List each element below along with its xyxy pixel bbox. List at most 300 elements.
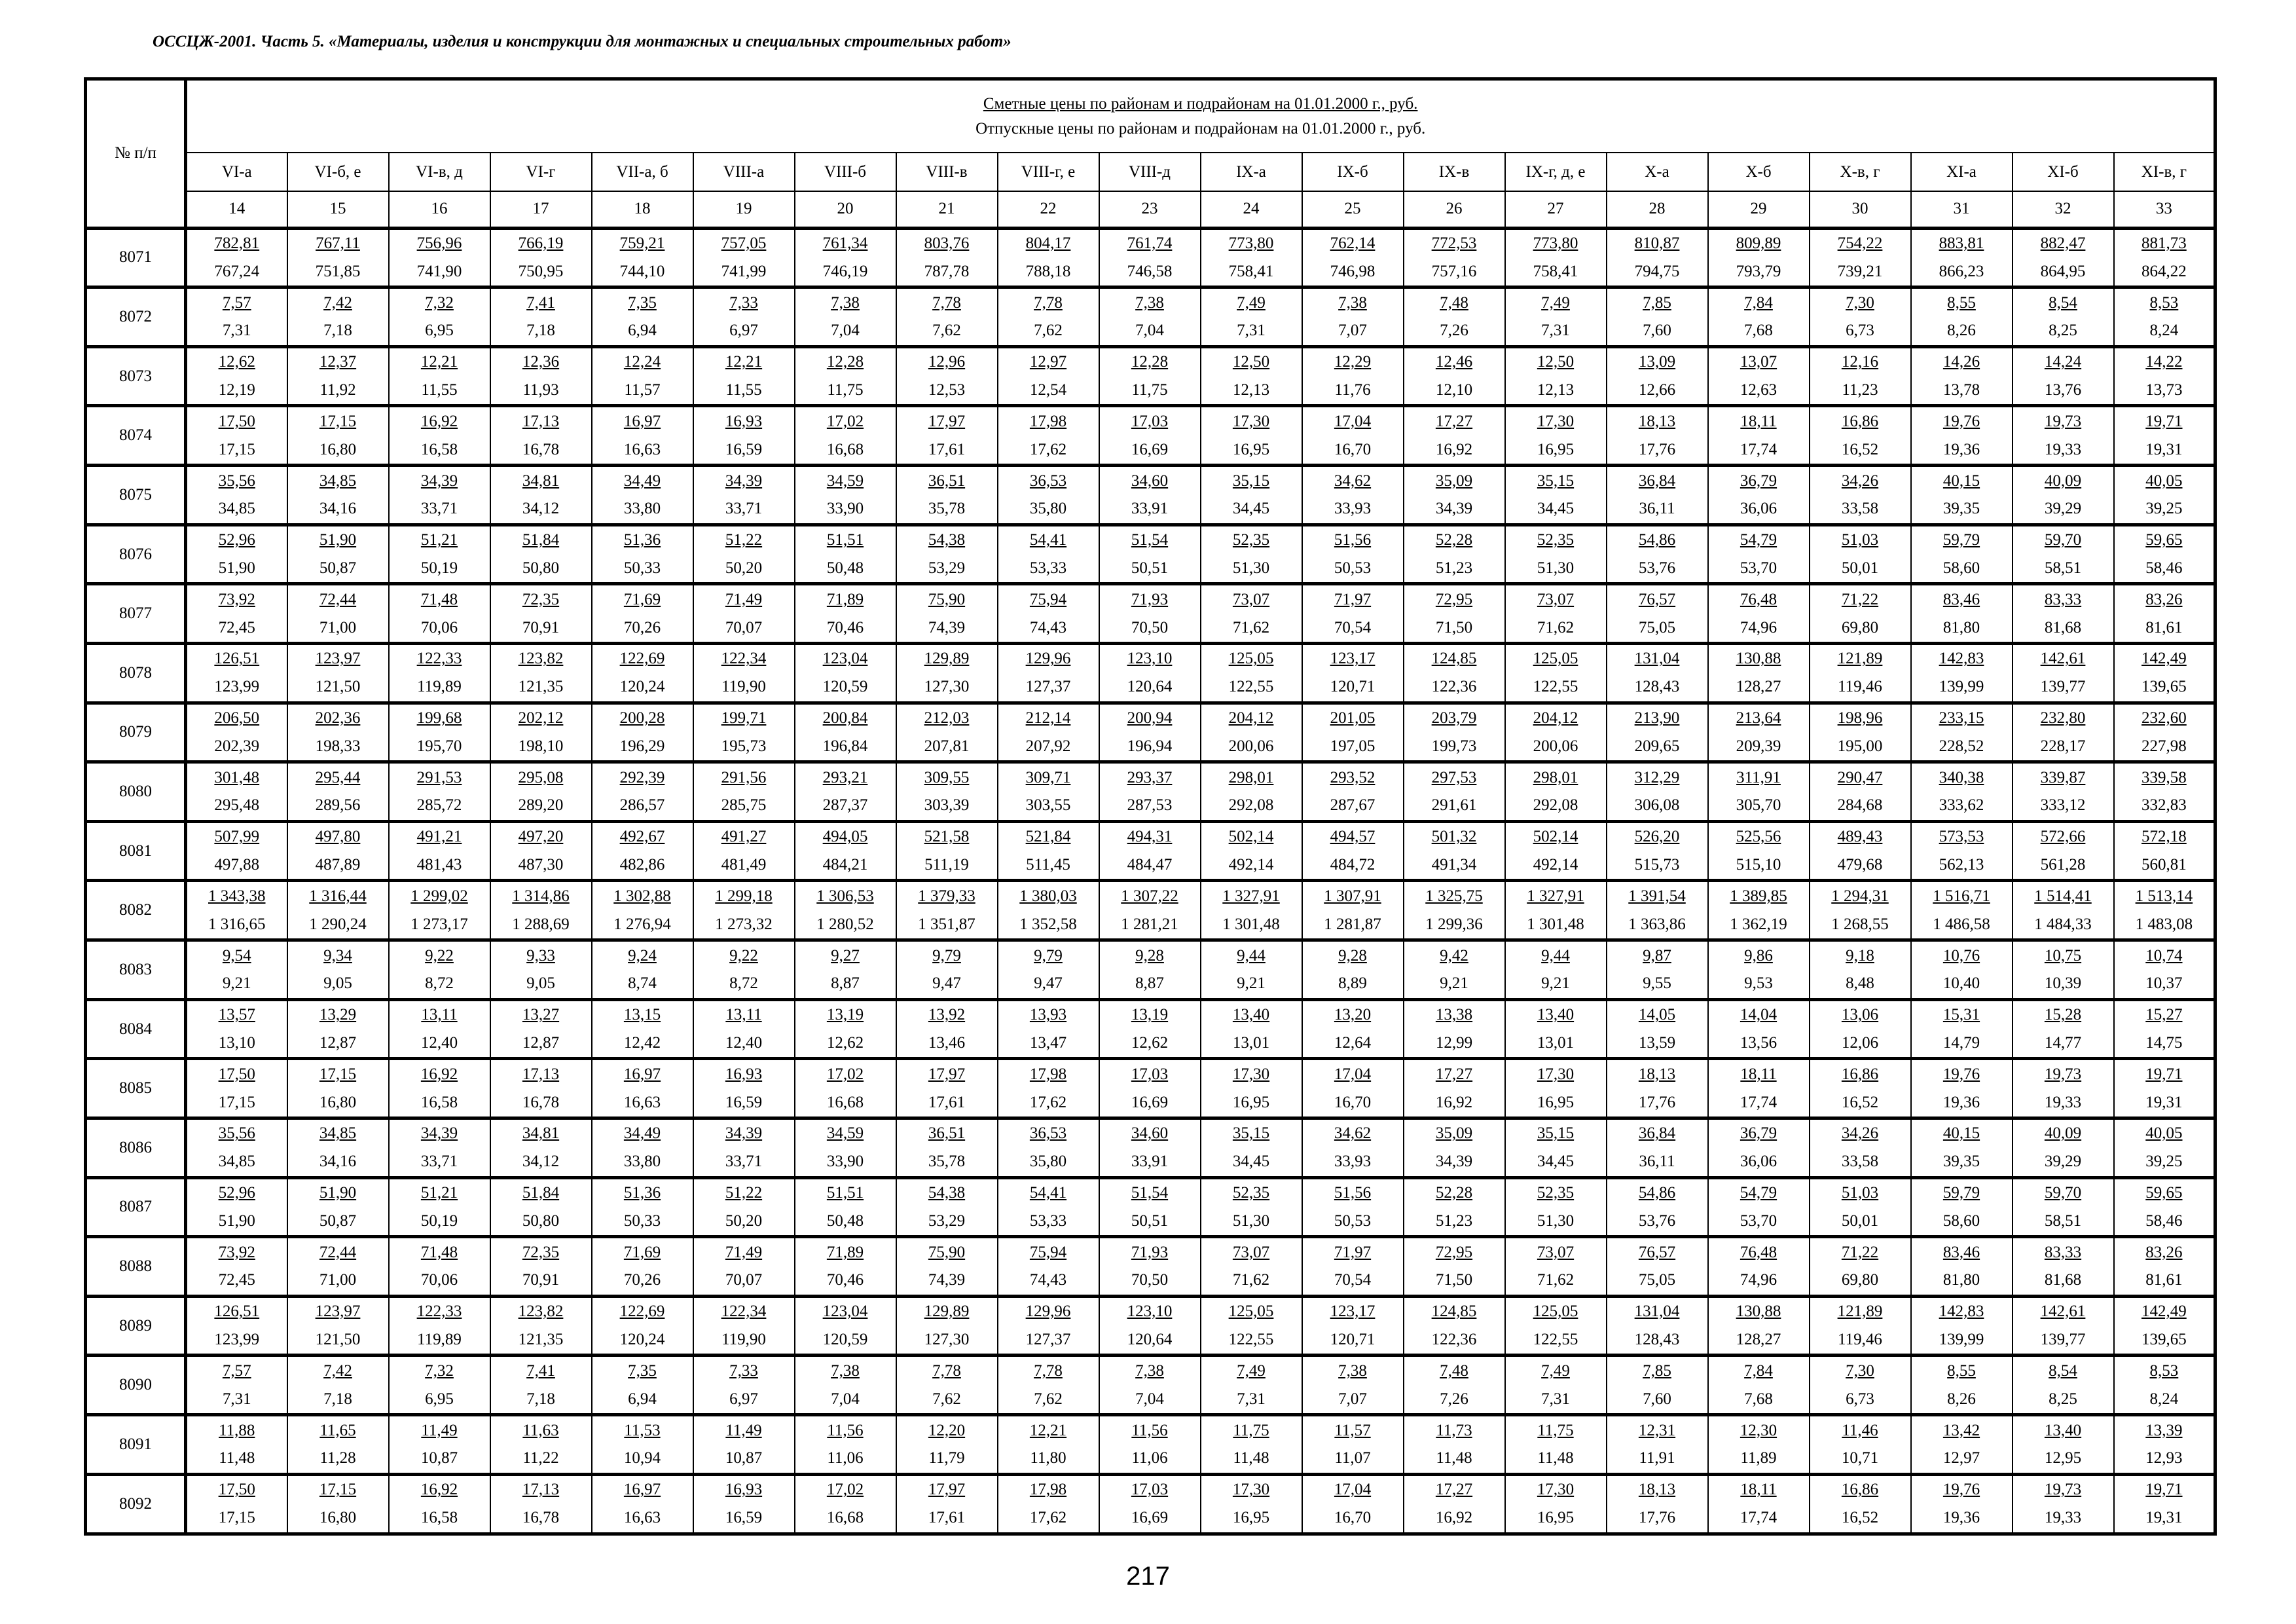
- estimated-price-cell: [1404, 1474, 1505, 1504]
- estimated-price-cell: [1911, 762, 2013, 792]
- release-price: 1 268,55: [1810, 910, 1911, 940]
- estimated-price: 13,40: [1232, 1006, 1270, 1024]
- release-price: 33,93: [1302, 1148, 1404, 1177]
- estimated-price-cell: [2114, 999, 2215, 1029]
- estimated-price-cell: [592, 406, 693, 435]
- estimated-price: 521,58: [924, 828, 970, 846]
- release-price: 69,80: [1810, 1266, 1911, 1296]
- estimated-price: 7,33: [729, 1361, 758, 1380]
- release-price: 741,99: [693, 257, 795, 287]
- release-price: 81,80: [1911, 1266, 2013, 1296]
- table-row-release: [86, 1029, 2215, 1059]
- release-price: 39,35: [1911, 1148, 2013, 1177]
- release-price: 767,24: [186, 257, 287, 287]
- table-row-release: [86, 732, 2215, 762]
- estimated-price: 12,31: [1638, 1421, 1676, 1439]
- release-price: 1 273,32: [693, 910, 795, 940]
- release-price: 11,76: [1302, 377, 1404, 406]
- table-row-release: [86, 257, 2215, 287]
- estimated-price: 18,11: [1740, 1065, 1777, 1083]
- estimated-price: 7,84: [1744, 1361, 1773, 1380]
- estimated-price-cell: [2114, 881, 2215, 910]
- estimated-price: 17,03: [1131, 1481, 1169, 1499]
- estimated-price-cell: [186, 406, 287, 435]
- estimated-price: 9,33: [526, 946, 555, 965]
- estimated-price-cell: [2114, 762, 2215, 792]
- estimated-price: 573,53: [1939, 828, 1984, 846]
- estimated-price-cell: [693, 584, 795, 614]
- estimated-price-cell: [186, 1356, 287, 1385]
- estimated-price-cell: [1099, 762, 1201, 792]
- caption-row: [86, 79, 2215, 153]
- estimated-price: 1 380,03: [1019, 887, 1077, 905]
- estimated-price-cell: [998, 287, 1099, 317]
- release-price: 8,72: [389, 970, 490, 999]
- estimated-price: 7,57: [222, 1361, 251, 1380]
- estimated-price-cell: [287, 762, 389, 792]
- release-price: 11,23: [1810, 377, 1911, 406]
- estimated-price-cell: [1911, 406, 2013, 435]
- release-price: 12,40: [693, 1029, 795, 1059]
- estimated-price-cell: [693, 466, 795, 495]
- estimated-price-cell: [1810, 466, 1911, 495]
- estimated-price-cell: [896, 643, 998, 673]
- estimated-price: 17,27: [1435, 412, 1473, 430]
- estimated-price: 34,81: [522, 1124, 560, 1143]
- estimated-price-cell: [1201, 1177, 1302, 1207]
- table-row: [86, 881, 2215, 910]
- estimated-price-cell: [795, 1237, 896, 1266]
- estimated-price: 36,84: [1638, 471, 1676, 490]
- estimated-price: 494,05: [822, 828, 868, 846]
- estimated-price-cell: [2114, 1177, 2215, 1207]
- row-number: 8072: [86, 287, 186, 347]
- estimated-price-cell: [1810, 881, 1911, 910]
- estimated-price-cell: [693, 1237, 795, 1266]
- estimated-price: 12,21: [725, 353, 763, 371]
- release-price: 13,76: [2013, 377, 2114, 406]
- release-price: 12,87: [287, 1029, 389, 1059]
- estimated-price-cell: [287, 881, 389, 910]
- estimated-price-cell: [1404, 1356, 1505, 1385]
- release-price: 491,34: [1404, 851, 1505, 881]
- release-price: 7,18: [490, 1385, 592, 1414]
- estimated-price: 35,15: [1232, 1124, 1270, 1143]
- estimated-price-cell: [389, 1415, 490, 1445]
- estimated-price-cell: [998, 703, 1099, 732]
- estimated-price: 19,73: [2044, 1481, 2082, 1499]
- estimated-price: 36,51: [928, 1124, 966, 1143]
- release-price: 69,80: [1810, 614, 1911, 643]
- release-price: 12,64: [1302, 1029, 1404, 1059]
- release-price: 333,12: [2013, 792, 2114, 821]
- estimated-price-cell: [896, 1415, 998, 1445]
- estimated-price: 123,04: [822, 1302, 868, 1321]
- estimated-price-cell: [2114, 287, 2215, 317]
- estimated-price: 123,04: [822, 650, 868, 668]
- release-price: 120,64: [1099, 673, 1201, 703]
- release-price: 139,65: [2114, 1326, 2215, 1356]
- estimated-price: 17,97: [928, 412, 966, 430]
- region-header: VI-б, е: [287, 153, 389, 191]
- estimated-price-cell: [1505, 287, 1607, 317]
- release-price: 864,95: [2013, 257, 2114, 287]
- release-price: 33,71: [389, 1148, 490, 1177]
- estimated-price: 11,75: [1233, 1421, 1269, 1439]
- estimated-price: 17,97: [928, 1065, 966, 1083]
- estimated-price-cell: [592, 881, 693, 910]
- estimated-price: 525,56: [1736, 828, 1781, 846]
- release-price: 70,06: [389, 614, 490, 643]
- release-price: 34,39: [1404, 1148, 1505, 1177]
- region-header: VIII-в: [896, 153, 998, 191]
- estimated-price-cell: [186, 643, 287, 673]
- release-price: 33,71: [693, 495, 795, 525]
- estimated-price: 17,03: [1131, 1065, 1169, 1083]
- release-price: 751,85: [287, 257, 389, 287]
- release-price: 13,78: [1911, 377, 2013, 406]
- estimated-price: 71,89: [826, 590, 864, 608]
- estimated-price-cell: [1607, 1415, 1708, 1445]
- release-price: 285,72: [389, 792, 490, 821]
- estimated-price: 7,33: [729, 293, 758, 312]
- estimated-price: 122,34: [721, 650, 767, 668]
- estimated-price-cell: [186, 287, 287, 317]
- row-number: 8075: [86, 466, 186, 525]
- estimated-price: 7,78: [1034, 293, 1063, 312]
- release-price: 11,80: [998, 1445, 1099, 1474]
- table-row-release: [86, 1445, 2215, 1474]
- estimated-price: 7,32: [425, 1361, 454, 1380]
- estimated-price-cell: [1201, 525, 1302, 554]
- estimated-price-cell: [186, 762, 287, 792]
- estimated-price-cell: [998, 643, 1099, 673]
- table-row-release: [86, 851, 2215, 881]
- release-price: 195,00: [1810, 732, 1911, 762]
- release-price: 122,36: [1404, 1326, 1505, 1356]
- estimated-price-cell: [2013, 821, 2114, 851]
- estimated-price-cell: [1607, 287, 1708, 317]
- estimated-price: 142,49: [2141, 650, 2187, 668]
- estimated-price: 51,90: [319, 531, 357, 549]
- release-price: 139,77: [2013, 1326, 2114, 1356]
- release-price: 34,45: [1201, 495, 1302, 525]
- estimated-price-cell: [998, 525, 1099, 554]
- estimated-price-cell: [2013, 1474, 2114, 1504]
- estimated-price-cell: [2013, 466, 2114, 495]
- estimated-price: 11,88: [219, 1421, 255, 1439]
- release-price: 120,71: [1302, 1326, 1404, 1356]
- estimated-price: 1 391,54: [1628, 887, 1686, 905]
- release-price: 139,99: [1911, 1326, 2013, 1356]
- estimated-price-cell: [1404, 525, 1505, 554]
- estimated-price-cell: [1404, 1415, 1505, 1445]
- estimated-price-cell: [1708, 1118, 1810, 1147]
- estimated-price-cell: [592, 999, 693, 1029]
- region-header: VI-а: [186, 153, 287, 191]
- estimated-price-cell: [1404, 406, 1505, 435]
- release-price: 75,05: [1607, 1266, 1708, 1296]
- estimated-price-cell: [1302, 406, 1404, 435]
- estimated-price: 809,89: [1736, 234, 1781, 252]
- release-price: 34,12: [490, 1148, 592, 1177]
- release-price: 35,80: [998, 495, 1099, 525]
- estimated-price: 757,05: [721, 234, 767, 252]
- release-price: 19,36: [1911, 435, 2013, 465]
- estimated-price-cell: [1505, 1237, 1607, 1266]
- estimated-price-cell: [1099, 1118, 1201, 1147]
- release-price: 9,47: [896, 970, 998, 999]
- release-price: 81,61: [2114, 1266, 2215, 1296]
- estimated-price: 17,27: [1435, 1065, 1473, 1083]
- release-price: 285,75: [693, 792, 795, 821]
- estimated-price-cell: [1911, 1118, 2013, 1147]
- estimated-price-cell: [1404, 643, 1505, 673]
- release-price: 19,33: [2013, 1088, 2114, 1118]
- estimated-price: 51,36: [623, 1184, 661, 1202]
- release-price: 33,91: [1099, 1148, 1201, 1177]
- estimated-price-cell: [287, 287, 389, 317]
- estimated-price-cell: [998, 1474, 1099, 1504]
- estimated-price-cell: [896, 1296, 998, 1325]
- release-price: 119,90: [693, 673, 795, 703]
- estimated-price-cell: [795, 762, 896, 792]
- release-price: 9,05: [287, 970, 389, 999]
- release-price: 16,69: [1099, 1088, 1201, 1118]
- release-price: 120,24: [592, 1326, 693, 1356]
- table-row-release: [86, 435, 2215, 465]
- table-row: [86, 1177, 2215, 1207]
- row-number: 8082: [86, 881, 186, 940]
- release-price: 50,20: [693, 1207, 795, 1236]
- estimated-price-cell: [1302, 1059, 1404, 1088]
- estimated-price: 10,76: [1942, 946, 1980, 965]
- release-price: 74,96: [1708, 1266, 1810, 1296]
- release-price: 202,39: [186, 732, 287, 762]
- estimated-price-cell: [1201, 287, 1302, 317]
- estimated-price: 17,30: [1537, 1065, 1575, 1083]
- estimated-price-cell: [896, 1059, 998, 1088]
- release-price: 9,21: [1201, 970, 1302, 999]
- estimated-price-cell: [389, 525, 490, 554]
- estimated-price-cell: [1302, 1296, 1404, 1325]
- estimated-price: 71,69: [623, 1243, 661, 1261]
- release-price: 71,50: [1404, 614, 1505, 643]
- estimated-price-cell: [1810, 1474, 1911, 1504]
- estimated-price-cell: [1404, 1237, 1505, 1266]
- estimated-price-cell: [1505, 584, 1607, 614]
- estimated-price: 883,81: [1939, 234, 1984, 252]
- estimated-price: 12,97: [1029, 353, 1067, 371]
- estimated-price-cell: [1505, 940, 1607, 970]
- estimated-price-cell: [389, 643, 490, 673]
- release-price: 8,87: [1099, 970, 1201, 999]
- estimated-price: 12,21: [420, 353, 458, 371]
- release-price: 306,08: [1607, 792, 1708, 821]
- estimated-price-cell: [186, 940, 287, 970]
- estimated-price-cell: [1708, 584, 1810, 614]
- estimated-price: 59,65: [2145, 531, 2183, 549]
- release-price: 12,97: [1911, 1445, 2013, 1474]
- estimated-price-cell: [1607, 525, 1708, 554]
- estimated-price-cell: [592, 643, 693, 673]
- release-price: 16,80: [287, 1504, 389, 1534]
- estimated-price: 201,05: [1330, 709, 1376, 727]
- estimated-price: 17,98: [1029, 412, 1067, 430]
- table-caption: [186, 79, 2215, 153]
- column-number-row: [86, 191, 2215, 228]
- row-number: 8077: [86, 584, 186, 644]
- estimated-price: 1 299,18: [715, 887, 773, 905]
- release-price: 81,61: [2114, 614, 2215, 643]
- estimated-price: 17,30: [1232, 1065, 1270, 1083]
- estimated-price-cell: [287, 643, 389, 673]
- release-price: 284,68: [1810, 792, 1911, 821]
- estimated-price: 18,11: [1740, 412, 1777, 430]
- release-price: 227,98: [2114, 732, 2215, 762]
- estimated-price-cell: [389, 1296, 490, 1325]
- estimated-price-cell: [1201, 1237, 1302, 1266]
- estimated-price: 1 389,85: [1730, 887, 1787, 905]
- estimated-price-cell: [1911, 940, 2013, 970]
- table-row: [86, 406, 2215, 435]
- release-price: 196,94: [1099, 732, 1201, 762]
- release-price: 51,30: [1201, 1207, 1302, 1236]
- estimated-price-cell: [287, 228, 389, 257]
- estimated-price-cell: [287, 346, 389, 376]
- estimated-price: 198,96: [1837, 709, 1883, 727]
- release-price: 1 273,17: [389, 910, 490, 940]
- release-price: 122,36: [1404, 673, 1505, 703]
- estimated-price-cell: [896, 821, 998, 851]
- estimated-price: 13,20: [1334, 1006, 1372, 1024]
- estimated-price: 13,38: [1435, 1006, 1473, 1024]
- estimated-price-cell: [1302, 940, 1404, 970]
- estimated-price: 59,65: [2145, 1184, 2183, 1202]
- table-row: [86, 1356, 2215, 1385]
- estimated-price-cell: [490, 287, 592, 317]
- estimated-price: 36,51: [928, 471, 966, 490]
- estimated-price: 17,15: [319, 1481, 357, 1499]
- release-price: 71,62: [1201, 614, 1302, 643]
- estimated-price-cell: [795, 287, 896, 317]
- estimated-price: 13,42: [1942, 1421, 1980, 1439]
- release-price: 12,93: [2114, 1445, 2215, 1474]
- table-row: [86, 1415, 2215, 1445]
- row-number: 8079: [86, 703, 186, 762]
- release-price: 16,63: [592, 1504, 693, 1534]
- estimated-price: 14,22: [2145, 353, 2183, 371]
- estimated-price: 13,07: [1740, 353, 1777, 371]
- estimated-price: 52,35: [1537, 1184, 1575, 1202]
- release-price: 70,07: [693, 1266, 795, 1296]
- release-price: 196,84: [795, 732, 896, 762]
- estimated-price: 17,50: [218, 1481, 255, 1499]
- release-price: 127,30: [896, 1326, 998, 1356]
- estimated-price-cell: [186, 999, 287, 1029]
- estimated-price: 8,55: [1947, 1361, 1976, 1380]
- estimated-price-cell: [1099, 1237, 1201, 1266]
- estimated-price-cell: [2013, 703, 2114, 732]
- column-number: 18: [592, 191, 693, 228]
- estimated-price-cell: [795, 228, 896, 257]
- estimated-price-cell: [1708, 1237, 1810, 1266]
- estimated-price: 12,20: [928, 1421, 966, 1439]
- estimated-price-cell: [389, 999, 490, 1029]
- estimated-price: 17,97: [928, 1481, 966, 1499]
- release-price: 50,01: [1810, 1207, 1911, 1236]
- estimated-price: 40,15: [1942, 471, 1980, 490]
- release-price: 33,80: [592, 495, 693, 525]
- estimated-price-cell: [186, 881, 287, 910]
- estimated-price-cell: [1810, 1296, 1911, 1325]
- estimated-price-cell: [693, 703, 795, 732]
- release-price: 71,00: [287, 1266, 389, 1296]
- row-number: 8084: [86, 999, 186, 1059]
- release-price: 33,93: [1302, 495, 1404, 525]
- release-price: 7,26: [1404, 1385, 1505, 1414]
- row-number: 8092: [86, 1474, 186, 1534]
- release-price: 866,23: [1911, 257, 2013, 287]
- estimated-price-cell: [389, 228, 490, 257]
- release-price: 51,30: [1505, 1207, 1607, 1236]
- estimated-price-cell: [1099, 1296, 1201, 1325]
- estimated-price-cell: [1505, 999, 1607, 1029]
- estimated-price: 1 516,71: [1933, 887, 1990, 905]
- release-price: 71,62: [1201, 1266, 1302, 1296]
- estimated-price: 1 514,41: [2034, 887, 2092, 905]
- release-price: 19,33: [2013, 1504, 2114, 1534]
- estimated-price: 9,86: [1744, 946, 1773, 965]
- estimated-price: 7,41: [526, 293, 555, 312]
- estimated-price: 773,80: [1533, 234, 1578, 252]
- estimated-price: 52,96: [218, 531, 255, 549]
- estimated-price: 130,88: [1736, 1302, 1781, 1321]
- release-price: 492,14: [1201, 851, 1302, 881]
- release-price: 9,53: [1708, 970, 1810, 999]
- release-price: 122,55: [1201, 673, 1302, 703]
- estimated-price: 54,79: [1740, 1184, 1777, 1202]
- estimated-price: 17,27: [1435, 1481, 1473, 1499]
- release-price: 295,48: [186, 792, 287, 821]
- caption-estimated-prices: Сметные цены по районам и подрайонам на 01.01.2000 г., руб.: [983, 94, 1418, 113]
- estimated-price-cell: [795, 1356, 896, 1385]
- estimated-price-cell: [896, 287, 998, 317]
- release-price: 33,58: [1810, 1148, 1911, 1177]
- estimated-price: 73,07: [1537, 590, 1575, 608]
- estimated-price-cell: [2114, 643, 2215, 673]
- release-price: 33,80: [592, 1148, 693, 1177]
- estimated-price: 7,42: [323, 1361, 352, 1380]
- release-price: 196,29: [592, 732, 693, 762]
- estimated-price-cell: [1302, 881, 1404, 910]
- release-price: 16,63: [592, 1088, 693, 1118]
- estimated-price-cell: [1404, 1177, 1505, 1207]
- estimated-price: 124,85: [1431, 1302, 1477, 1321]
- release-price: 7,31: [186, 317, 287, 346]
- release-price: 11,22: [490, 1445, 592, 1474]
- estimated-price: 34,85: [319, 1124, 357, 1143]
- release-price: 71,62: [1505, 1266, 1607, 1296]
- release-price: 17,15: [186, 1088, 287, 1118]
- estimated-price: 40,09: [2044, 1124, 2082, 1143]
- release-price: 51,90: [186, 555, 287, 584]
- estimated-price: 52,35: [1232, 531, 1270, 549]
- estimated-price-cell: [896, 584, 998, 614]
- release-price: 481,43: [389, 851, 490, 881]
- estimated-price-cell: [693, 1177, 795, 1207]
- release-price: 39,29: [2013, 495, 2114, 525]
